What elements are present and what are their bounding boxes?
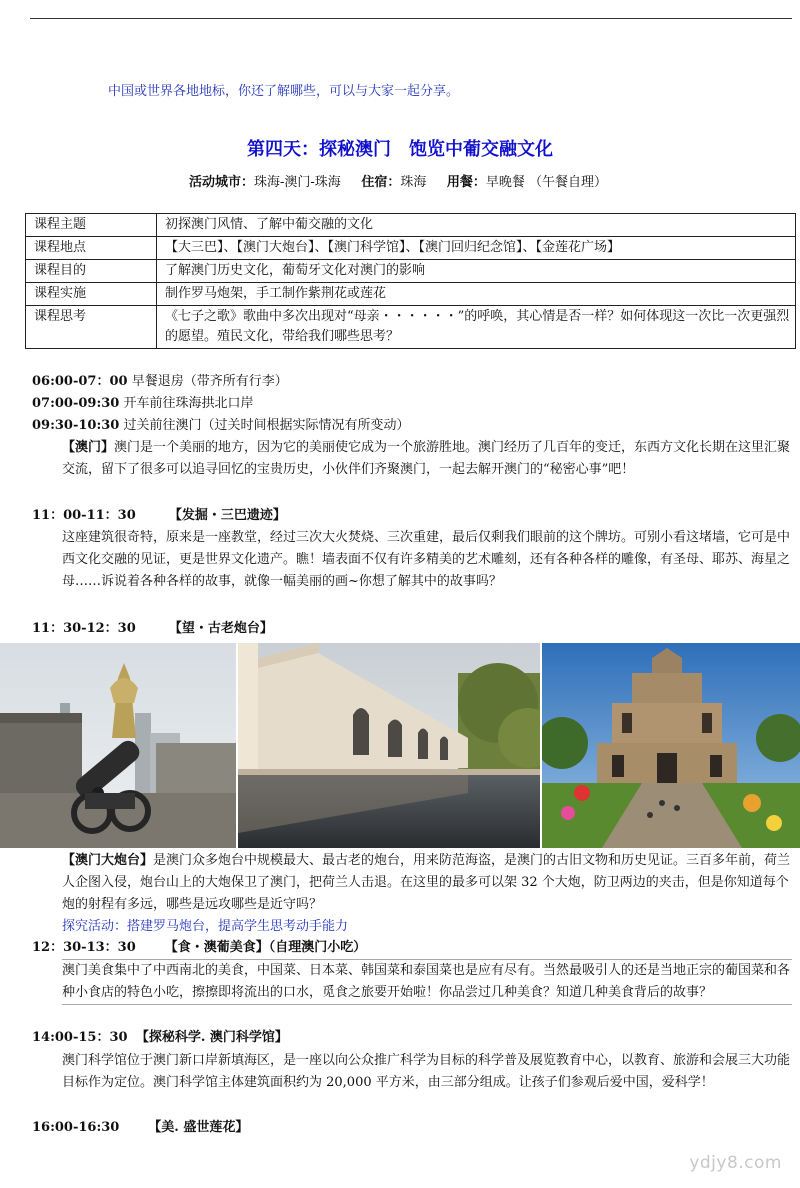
schedule-text: 早餐退房（带齐所有行李）: [131, 374, 288, 389]
table-row: [26, 214, 796, 237]
table-row: [26, 260, 796, 283]
schedule-item: [32, 1028, 792, 1048]
schedule-time: 12：30-13：30: [32, 940, 136, 955]
food-paragraph: 澳门美食集中了中西南北的美食，中国菜、日本菜、韩国菜和泰国菜也是应有尽有。当然最吸引人的还是当地正宗的葡国菜和各种小食店的特色小吃，擦擦即将流出的口水，觅食之旅要开始啦！你品尝过几种美食？知道几种美食背后的故事？: [62, 959, 792, 1005]
course-table: [25, 213, 796, 349]
schedule-title: 【美. 盛世莲花】: [148, 1120, 249, 1135]
fort-text: 是澳门众多炮台中规模最大、最古老的炮台，用来防范海盗，是澳门的古旧文物和历史见证。三百多年前，荷兰人企图入侵，炮台山上的大炮保卫了澳门，把荷兰人击退。在这里的最多可以架 32 个大炮，防卫两边的夹击，但是你知道每个炮的射程有多远，哪些是远攻哪些是近守吗？: [62, 853, 791, 912]
city-label: 活动城市：: [188, 175, 254, 190]
schedule-title: 【食・澳葡美食】（自理澳门小吃）: [164, 940, 367, 955]
schedule-time: 14:00-15：30: [32, 1030, 128, 1045]
city-value: 珠海-澳门-珠海: [253, 175, 341, 190]
row-key: 课程目的: [26, 260, 157, 283]
fort-tag: 【澳门大炮台】: [62, 853, 154, 868]
schedule-item: [32, 1118, 792, 1138]
schedule-item: [32, 372, 792, 392]
meal-value: 早晚餐 （午餐自理）: [485, 175, 608, 190]
schedule-time: 09:30-10:30: [32, 418, 120, 433]
meal-label: 用餐：: [446, 175, 486, 190]
schedule-text: 过关前往澳门（过关时间根据实际情况有所变动）: [123, 418, 410, 433]
table-row: [26, 306, 796, 349]
schedule-time: 06:00-07：00: [32, 374, 128, 389]
stay-value: 珠海: [400, 175, 427, 190]
schedule-time: 11：30-12：30: [32, 621, 136, 636]
row-key: 课程主题: [26, 214, 157, 237]
fort-paragraph: [62, 850, 792, 916]
science-paragraph: 澳门科学馆位于澳门新口岸新填海区，是一座以向公众推广科学为目标的科学普及展览教育中心，以教育、旅游和会展三大功能目标作为定位。澳门科学馆主体建筑面积约为 20,000 平方米，由三部分组成。让孩子们参观后爱中国，爱科学！: [62, 1053, 791, 1090]
row-value: 【大三巴】、【澳门大炮台】、【澳门科学馆】、【澳门回归纪念馆】、【金莲花广场】: [157, 237, 796, 260]
watermark: ydjy8.com: [689, 1153, 782, 1173]
row-key: 课程思考: [26, 306, 157, 349]
ruins-photo: [542, 643, 800, 848]
schedule-time: 16:00-16:30: [32, 1120, 120, 1135]
top-rule: [30, 18, 792, 19]
day-title: 第四天：探秘澳门 饱览中葡交融文化: [247, 139, 553, 160]
intro-text: 中国或世界各地地标，你还了解哪些，可以与大家一起分享。: [108, 84, 460, 99]
explore-activity: 探究活动：搭建罗马炮台，提高学生思考动手能力: [62, 919, 349, 934]
table-row: [26, 237, 796, 260]
schedule-title: 【望・古老炮台】: [168, 621, 273, 636]
schedule-title: 【探秘科学. 澳门科学馆】: [135, 1030, 288, 1045]
schedule-time: 07:00-09:30: [32, 396, 120, 411]
row-value: 初探澳门风情、了解中葡交融的文化: [157, 214, 796, 237]
schedule-item: [32, 416, 792, 436]
row-value: 制作罗马炮架，手工制作紫荆花或莲花: [157, 283, 796, 306]
row-value: 《七子之歌》歌曲中多次出现对“母亲・・・・・・”的呼唤，其心情是否一样？如何体现这一次比一次更强烈的愿望。殖民文化，带给我们哪些思考？: [157, 306, 796, 349]
fortress-photo: [238, 643, 540, 848]
schedule-item: [32, 394, 792, 414]
macau-text: 澳门是一个美丽的地方，因为它的美丽使它成为一个旅游胜地。澳门经历了几百年的变迁，东西方文化长期在这里汇聚交流，留下了很多可以追寻回忆的宝贵历史，小伙伴们齐聚澳门，一起去解开澳门的“秘密心事”吧！: [62, 440, 791, 477]
row-key: 课程实施: [26, 283, 157, 306]
schedule-text: 开车前往珠海拱北口岸: [123, 396, 254, 411]
ruins-paragraph: 这座建筑很奇特，原来是一座教堂，经过三次大火焚烧、三次重建，最后仅剩我们眼前的这个牌坊。可别小看这堵墙，它可是中西文化交融的见证，更是世界文化遗产。瞧！墙表面不仅有许多精美的艺术雕刻，还有各种各样的雕像，有圣母、耶苏、海星之母……诉说着各种各样的故事，就像一幅美丽的画~你想了解其中的故事吗？: [62, 530, 791, 589]
stay-label: 住宿：: [361, 175, 401, 190]
schedule-title: 【发掘・三巴遗迹】: [168, 508, 286, 523]
macau-paragraph: [62, 437, 792, 481]
schedule-time: 11：00-11：30: [32, 508, 136, 523]
row-value: 了解澳门历史文化，葡萄牙文化对澳门的影响: [157, 260, 796, 283]
photo-strip: [0, 643, 800, 848]
row-key: 课程地点: [26, 237, 157, 260]
schedule-item: [32, 938, 792, 958]
info-line: [0, 171, 800, 190]
schedule-item: [32, 619, 792, 639]
table-row: [26, 283, 796, 306]
schedule-item: [32, 506, 792, 526]
macau-tag: 【澳门】: [62, 440, 115, 455]
cannon-photo: [0, 643, 236, 848]
